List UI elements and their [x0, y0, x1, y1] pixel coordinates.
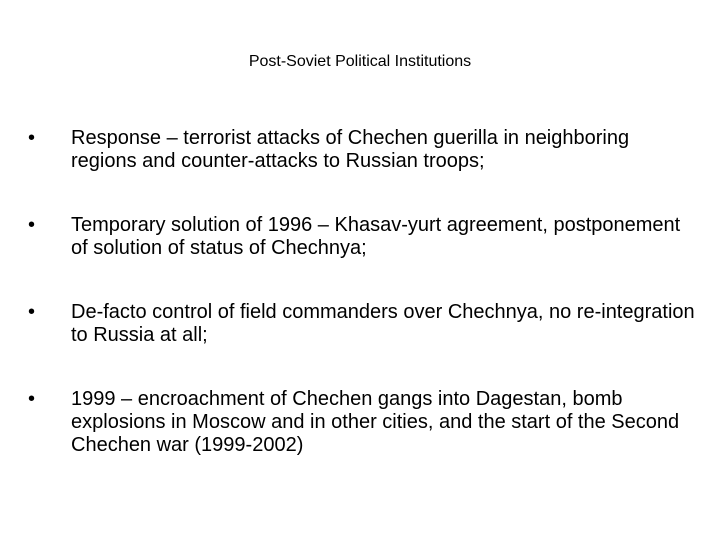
bullet-icon: • — [28, 214, 36, 236]
bullet-text: Response – terrorist attacks of Chechen guerilla in neighboring regions and counter-attacks to Russian troops; — [71, 127, 630, 172]
bullet-item — [28, 127, 698, 173]
slide-title: Post-Soviet Political Institutions — [248, 53, 472, 70]
bullet-icon: • — [28, 301, 36, 323]
bullet-item — [28, 388, 698, 457]
bullet-item — [28, 301, 698, 347]
bullet-icon: • — [28, 127, 36, 149]
bullet-icon: • — [28, 388, 36, 410]
bullet-text: 1999 – encroachment of Chechen gangs into Dagestan, bomb explosions in Moscow and in other cities, and the start of the Second Chechen war (1999-2002) — [71, 388, 680, 456]
bullet-item — [28, 214, 698, 260]
bullet-text: Temporary solution of 1996 – Khasav-yurt agreement, postponement of solution of status of Chechnya; — [71, 214, 681, 259]
bullet-text: De-facto control of field commanders over Chechnya, no re-integration to Russia at all; — [71, 301, 695, 346]
bullet-list — [28, 127, 698, 457]
